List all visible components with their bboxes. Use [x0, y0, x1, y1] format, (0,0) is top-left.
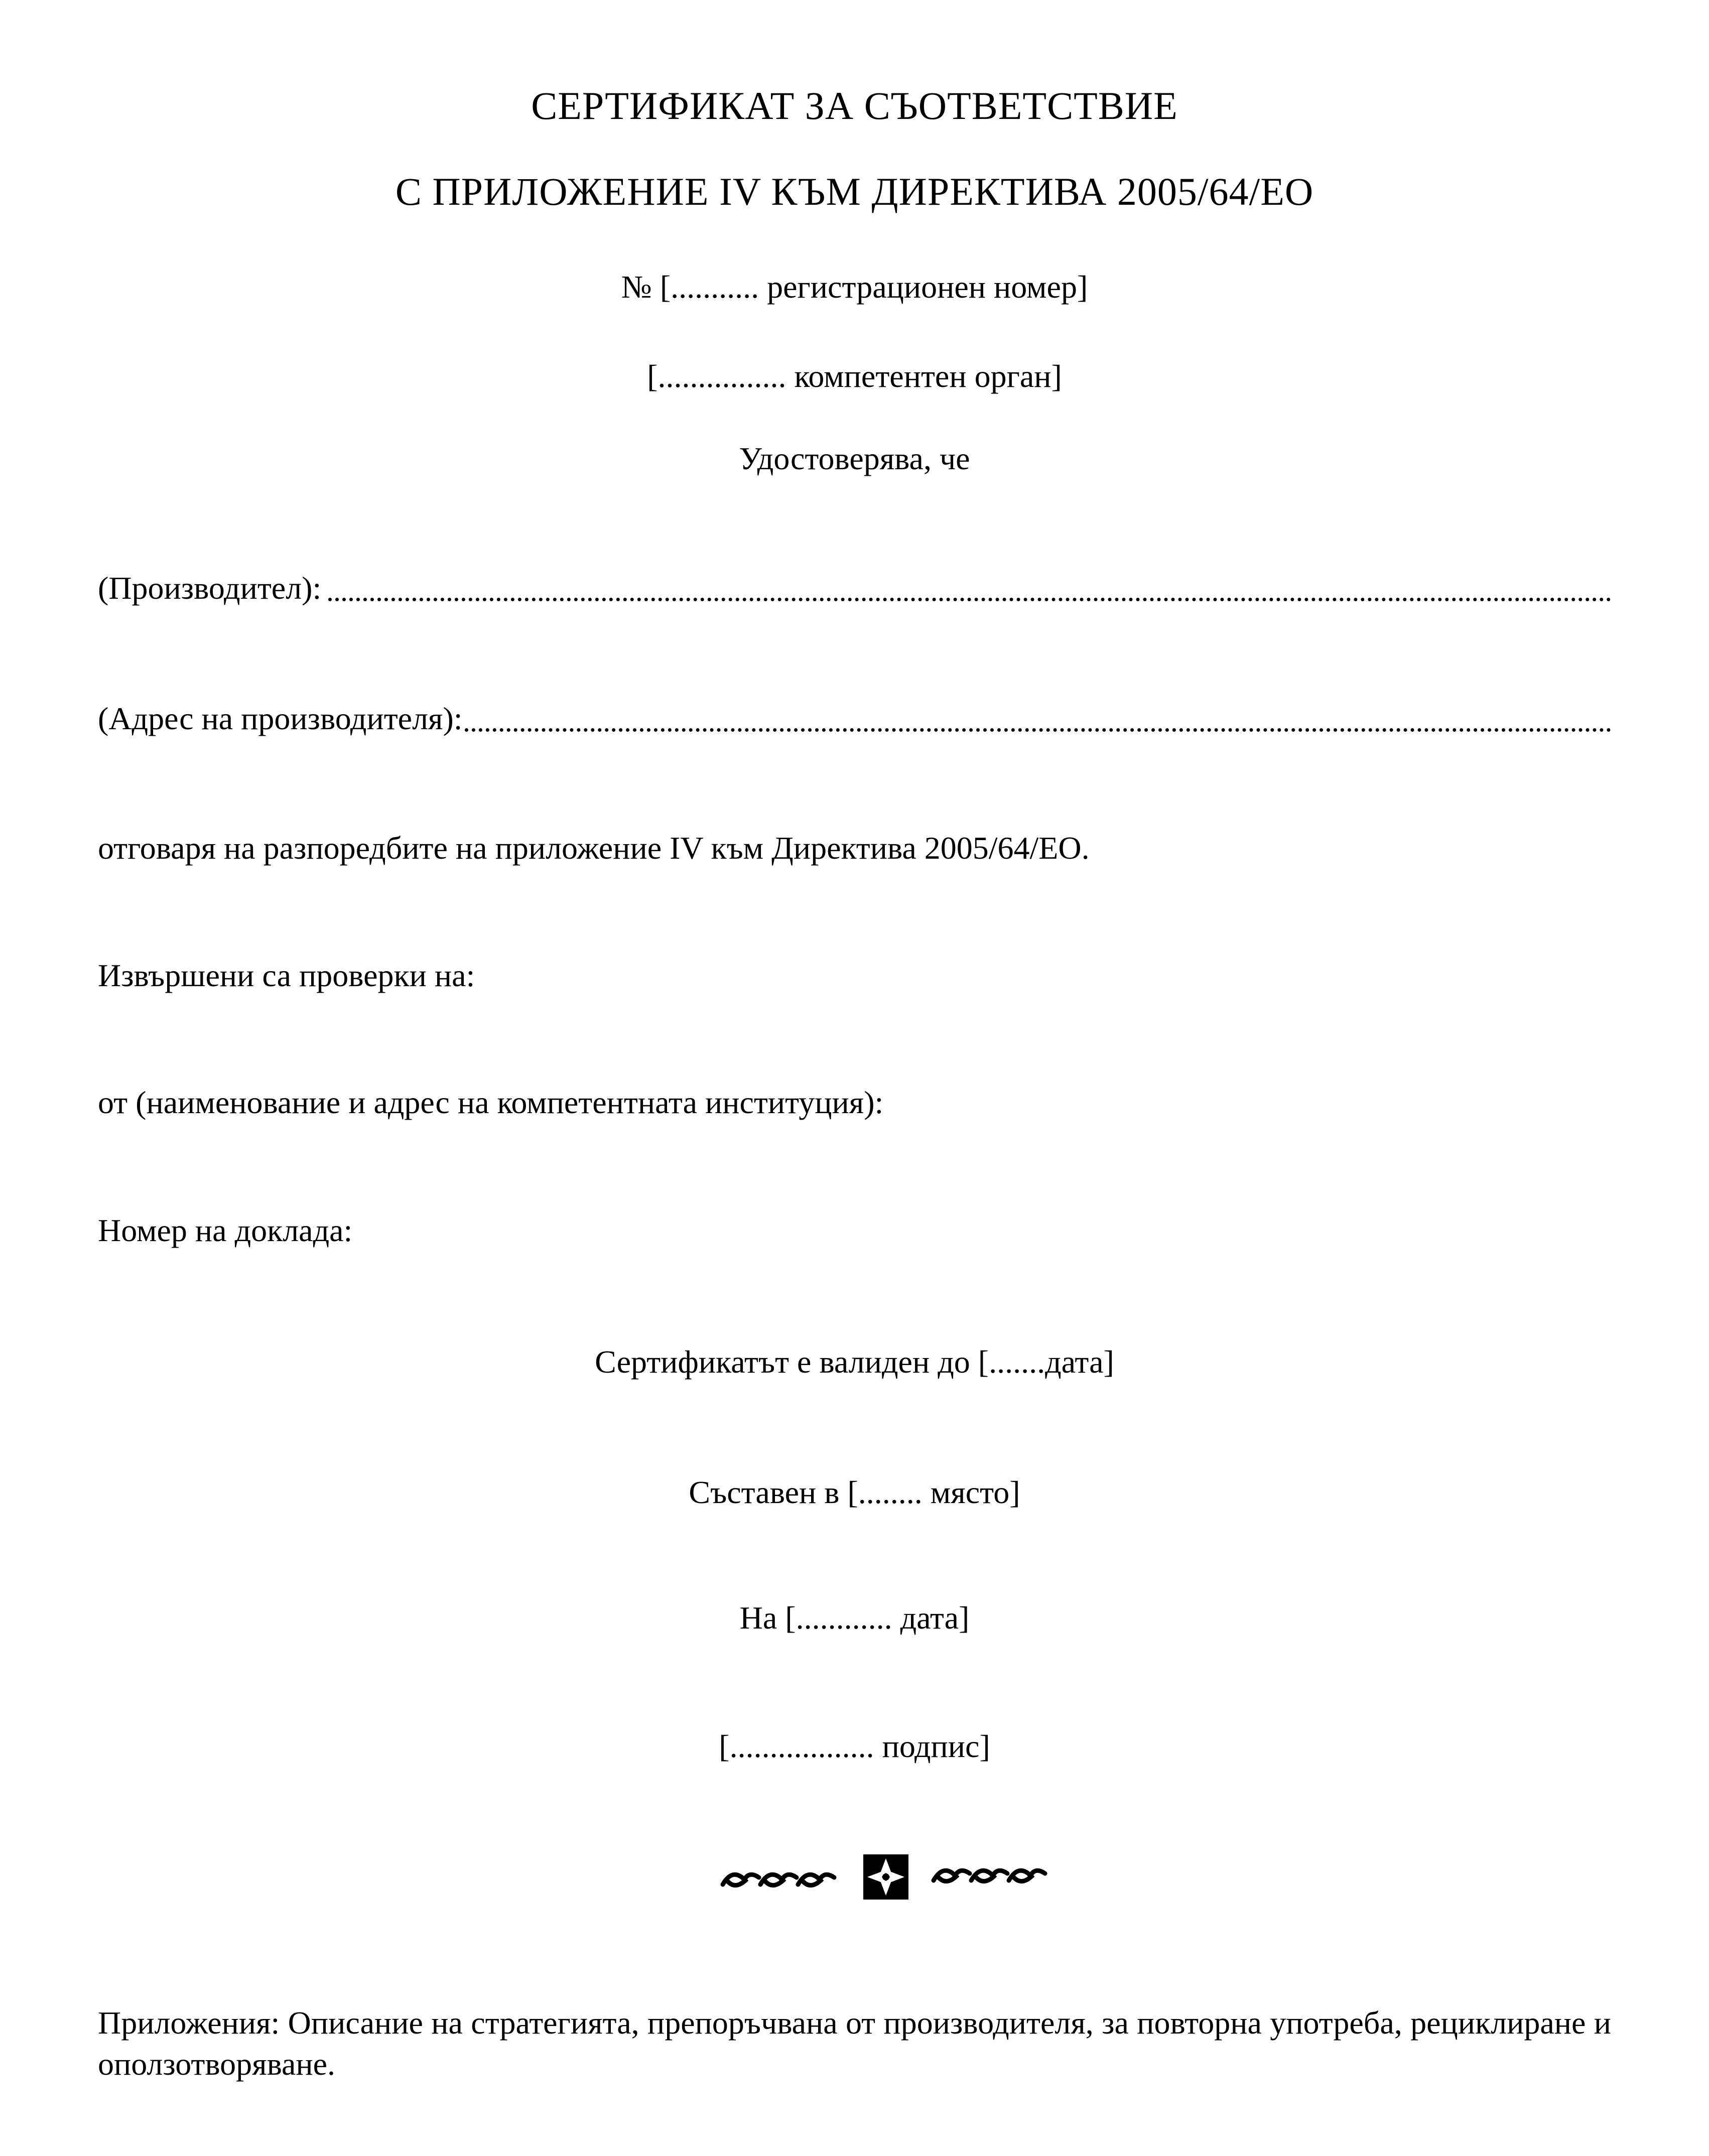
- manufacturer-label: (Производител):: [98, 570, 322, 606]
- institution-line: от (наименование и адрес на компетентната институция):: [98, 1085, 884, 1120]
- annexes-text: Приложения: Описание на стратегията, препоръчвана от производителя, за повторна употреба, рециклиране и оползотворяване.: [98, 2005, 1611, 2082]
- report-number: Номер на доклада:: [98, 1212, 353, 1248]
- decorative-ornament-icon: [713, 1849, 1064, 1905]
- competent-authority: [................ компетентен орган]: [647, 358, 1062, 394]
- on-date: На [............ дата]: [739, 1600, 970, 1636]
- checks-performed: Извършени са проверки на:: [98, 958, 475, 993]
- drawn-up-in: Съставен в [........ място]: [689, 1474, 1020, 1510]
- title-line-1: СЕРТИФИКАТ ЗА СЪОТВЕТСТВИЕ: [531, 84, 1178, 127]
- manufacturer-address-dotted-field: [465, 728, 1611, 732]
- manufacturer-address-label: (Адрес на производителя):: [98, 701, 463, 736]
- manufacturer-line: [98, 572, 1611, 604]
- compliance-statement: отговаря на разпоредбите на приложение IV към Директива 2005/64/ЕО.: [98, 830, 1090, 866]
- registration-number: № [........... регистрационен номер]: [621, 269, 1088, 305]
- manufacturer-dotted-field: [328, 598, 1611, 601]
- manufacturer-address-line: [98, 703, 1611, 735]
- signature-placeholder: [.................. подпис]: [719, 1728, 990, 1764]
- certifies-text: Удостоверява, че: [739, 441, 970, 476]
- valid-until: Сертификатът е валиден до [.......дата]: [595, 1344, 1114, 1380]
- title-line-2: С ПРИЛОЖЕНИЕ IV КЪМ ДИРЕКТИВА 2005/64/ЕО: [395, 170, 1314, 213]
